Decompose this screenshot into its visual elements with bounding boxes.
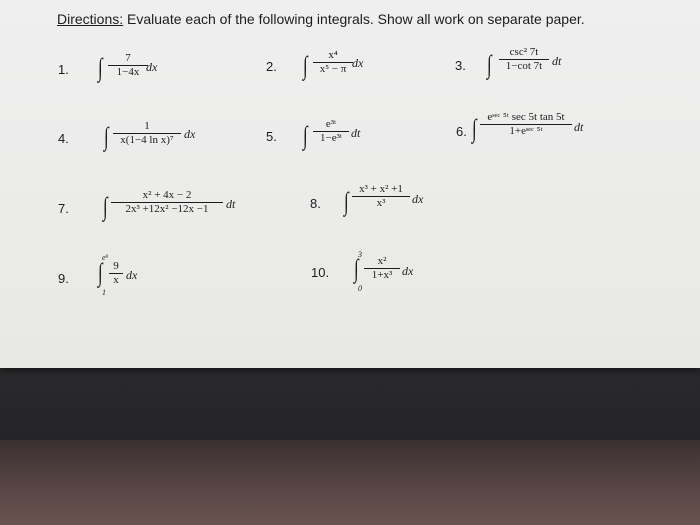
differential: dt (552, 54, 562, 68)
numerator: 9 (113, 260, 119, 272)
denominator: 1−cot 7t (499, 59, 549, 73)
denominator: x(1−4 ln x)⁷ (113, 133, 181, 147)
differential: dt (574, 120, 584, 134)
differential: dx (352, 56, 364, 70)
integrand-fraction (113, 120, 181, 147)
problem-number: 8. (310, 196, 321, 211)
directions-line (57, 11, 585, 27)
integrand-fraction (313, 49, 353, 76)
denominator: 2x³ +12x² −12x −1 (111, 202, 223, 216)
integrand-fraction (313, 118, 349, 145)
integral-sign: ∫ (472, 114, 477, 143)
problem-number: 6. (456, 124, 467, 139)
numerator: 7 (125, 52, 131, 64)
integral-sign: ∫ (98, 258, 103, 287)
denominator: 1−4x (108, 65, 148, 79)
integral-sign: ∫ (487, 50, 492, 79)
integrand-fraction (364, 255, 400, 282)
problem-number: 2. (266, 59, 277, 74)
denominator: 1−e³ᵗ (313, 131, 349, 145)
upper-limit: 3 (358, 250, 362, 259)
problem-number: 1. (58, 62, 69, 77)
denominator: x³ (352, 196, 410, 210)
problem-number: 9. (58, 271, 69, 286)
integrand-fraction (109, 260, 123, 287)
cloth-background (0, 440, 700, 525)
integral-sign: ∫ (98, 53, 103, 82)
denominator: 1+eˢᵉᶜ ⁵ᵗ (480, 124, 572, 138)
denominator: x⁵ − π (313, 62, 353, 76)
numerator: x² + 4x − 2 (142, 189, 192, 201)
integral-sign: ∫ (103, 192, 108, 221)
differential: dx (146, 60, 158, 74)
integral-sign: ∫ (344, 187, 349, 216)
numerator: csc² 7t (509, 46, 539, 58)
directions-label: Directions: (57, 11, 124, 27)
integral-sign: ∫ (354, 254, 359, 283)
integrand-fraction (108, 52, 148, 79)
numerator: eˢᵉᶜ ⁵ᵗ sec 5t tan 5t (487, 111, 565, 123)
differential: dx (126, 268, 138, 282)
integrand-fraction (111, 189, 223, 216)
differential: dx (402, 264, 414, 278)
problem-number: 7. (58, 201, 69, 216)
lower-limit: 0 (358, 284, 362, 293)
differential: dt (226, 197, 236, 211)
denominator: x (109, 273, 123, 287)
numerator: 1 (144, 120, 150, 132)
numerator: x² (377, 255, 387, 267)
numerator: e³ᵗ (325, 118, 337, 130)
problem-number: 10. (311, 265, 330, 280)
differential: dt (351, 126, 361, 140)
integrand-fraction (480, 111, 572, 138)
integral-sign: ∫ (303, 121, 308, 150)
problem-number: 4. (58, 131, 69, 146)
integral-sign: ∫ (104, 122, 109, 151)
problem-number: 5. (266, 129, 277, 144)
upper-limit: e⁹ (102, 253, 109, 262)
lower-limit: 1 (102, 288, 106, 297)
integral-sign: ∫ (303, 51, 308, 80)
differential: dx (184, 127, 196, 141)
integrand-fraction (499, 46, 549, 73)
integrand-fraction (352, 183, 410, 210)
numerator: x⁴ (328, 49, 338, 61)
numerator: x³ + x² +1 (359, 183, 403, 195)
denominator: 1+x³ (364, 268, 400, 282)
directions-text: Evaluate each of the following integrals. Show all work on separate paper. (127, 11, 585, 27)
differential: dx (412, 192, 424, 206)
problem-number: 3. (455, 58, 466, 73)
